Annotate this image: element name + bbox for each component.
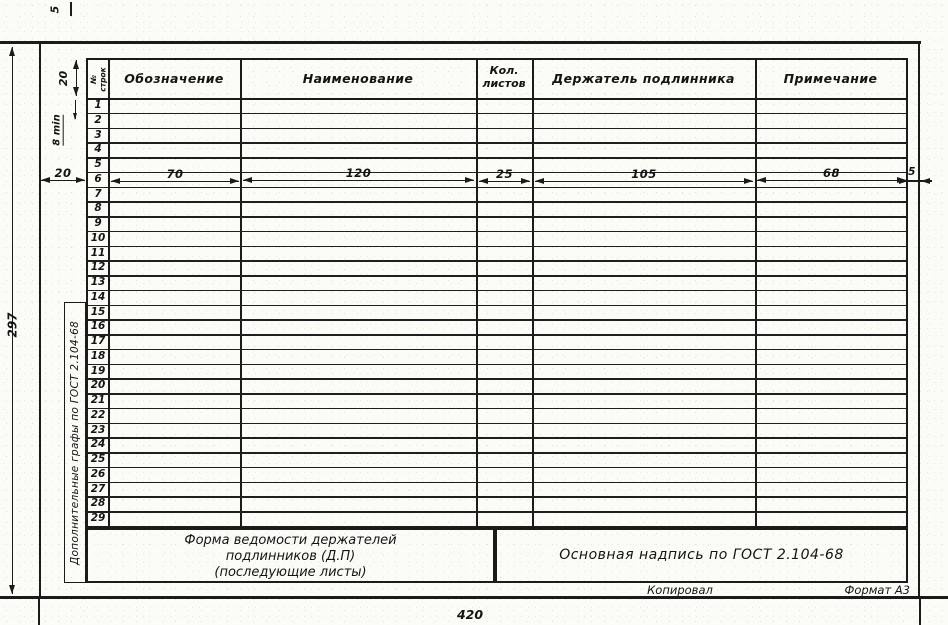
form-caption-line3: (последующие листы) [214, 565, 367, 580]
row-number: 12 [90, 261, 106, 274]
row-number: 5 [94, 158, 102, 171]
row-number: 25 [90, 453, 106, 466]
dimension-25-label: 25 [495, 167, 513, 181]
row-line [88, 260, 906, 262]
row-line [88, 437, 906, 439]
row-number: 21 [90, 394, 106, 407]
header-height-dimension-line [76, 60, 77, 96]
row-number: 7 [94, 187, 102, 200]
row-number: 28 [90, 497, 106, 510]
column-divider [532, 60, 534, 526]
row-line [88, 496, 906, 498]
row-number-column-header: строк [98, 66, 108, 92]
column-header-kol-listov-line2: листов [482, 77, 526, 90]
row-number: 24 [90, 438, 106, 451]
row-number: 8 [94, 202, 102, 215]
column-header-oboznachenie: Обозначение [124, 71, 224, 86]
form-caption-box [86, 528, 495, 583]
row-line [88, 128, 906, 130]
row-height-label: 8 min [52, 114, 63, 146]
row-line [88, 275, 906, 277]
dimension-420-extension [919, 598, 921, 625]
column-divider [755, 60, 757, 526]
row-line [88, 452, 906, 454]
row-number-column-header: № [89, 74, 98, 84]
column-header-primechanie: Примечание [783, 71, 878, 86]
dimension-25-line [479, 181, 530, 182]
form-caption-line2: подлинников (Д.П) [225, 549, 356, 564]
column-header-naimenovanie: Наименование [302, 71, 414, 86]
title-block-note: Основная надпись по ГОСТ 2.104-68 [559, 547, 844, 563]
row-height-leader-arrow [75, 100, 76, 119]
row-number: 19 [90, 364, 106, 377]
row-line [88, 511, 906, 513]
row-number: 4 [94, 143, 102, 156]
column-divider [476, 60, 478, 526]
row-number: 1 [94, 99, 102, 111]
row-line [88, 246, 906, 248]
dimension-70-line [111, 181, 239, 182]
row-line [88, 290, 906, 292]
row-number: 27 [90, 482, 106, 495]
dimension-68-line [757, 180, 906, 181]
dimension-120-label: 120 [345, 166, 372, 180]
row-line [88, 378, 906, 380]
row-number: 3 [94, 128, 102, 141]
header-bottom-line [88, 98, 906, 100]
row-number: 13 [90, 276, 106, 289]
row-line [88, 334, 906, 336]
row-number: 20 [90, 379, 106, 392]
top-margin-tick [70, 2, 72, 16]
row-line [88, 142, 906, 144]
row-line [88, 408, 906, 410]
dimension-20-line [41, 180, 85, 181]
dimension-105-line [535, 181, 753, 182]
row-line [88, 349, 906, 351]
row-number: 15 [90, 305, 106, 318]
dimension-420-extension [38, 598, 40, 625]
row-line [88, 423, 906, 425]
column-header-kol-listov [476, 64, 532, 90]
column-divider [108, 60, 110, 526]
dimension-70-label: 70 [166, 167, 184, 181]
sheet-bottom-border [0, 596, 948, 599]
row-number: 18 [90, 349, 106, 362]
copied-by-label: Копировал [647, 583, 713, 597]
row-line [88, 216, 906, 218]
dimension-5-arrow [921, 178, 930, 184]
row-number: 26 [90, 467, 106, 480]
dimension-5-label: 5 [908, 166, 916, 178]
column-header-derzhatel: Держатель подлинника [552, 71, 735, 86]
format-label: Формат А3 [844, 583, 910, 597]
row-number: 6 [94, 172, 102, 185]
row-line [88, 305, 906, 307]
dimension-420-label: 420 [456, 607, 484, 622]
row-line [88, 201, 906, 203]
row-line [88, 187, 906, 189]
dimension-5-arrow [899, 178, 908, 184]
title-block-note-box [495, 528, 908, 583]
row-number: 16 [90, 320, 106, 333]
row-line [88, 319, 906, 321]
row-number: 10 [90, 231, 106, 244]
dimension-120-line [243, 180, 474, 181]
row-number: 11 [90, 246, 106, 259]
row-number: 22 [90, 408, 106, 421]
row-number: 17 [90, 335, 106, 348]
row-number: 23 [90, 423, 106, 436]
row-number: 14 [90, 290, 106, 303]
header-height-dimension-label: 20 [57, 70, 71, 86]
row-line [88, 482, 906, 484]
form-caption-line1: Форма ведомости держателей [184, 533, 397, 548]
dimension-68-label: 68 [822, 166, 840, 180]
row-number: 29 [90, 512, 106, 525]
row-line [88, 393, 906, 395]
row-line [88, 157, 906, 159]
additional-columns-note: Дополнительные графы по ГОСТ 2.104-68 [69, 320, 82, 565]
column-divider [240, 60, 242, 526]
dimension-297-label: 297 [6, 312, 20, 338]
dimension-105-label: 105 [631, 167, 657, 181]
table [86, 58, 908, 528]
row-number: 9 [94, 217, 102, 230]
row-number: 2 [94, 113, 102, 126]
row-line [88, 364, 906, 366]
dimension-20-label: 20 [54, 166, 72, 180]
column-header-kol-listov-line1: Кол. [489, 64, 519, 77]
row-line [88, 231, 906, 233]
row-line [88, 467, 906, 469]
top-margin-label: 5 [48, 5, 62, 13]
row-line [88, 113, 906, 115]
